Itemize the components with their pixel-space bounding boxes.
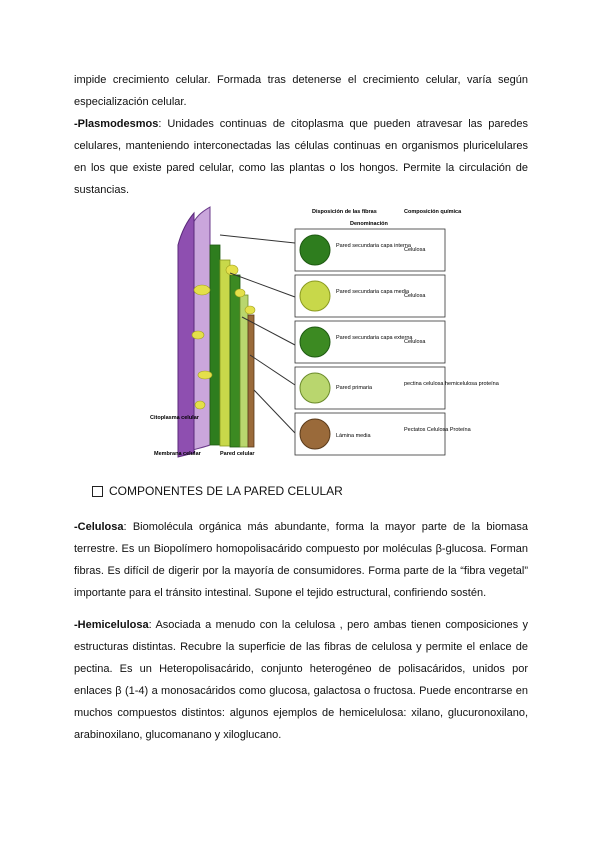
table-row [295,275,445,317]
fiber-circle [300,419,330,449]
row-comp: Celulosa [404,339,426,345]
table-row [295,321,445,363]
cell-wall-figure [150,205,499,469]
row-name: Pared primaria [336,385,373,391]
fiber-circle [300,327,330,357]
middle-layer [220,260,230,446]
label-membrana: Membrana celular [154,451,201,457]
fiber-circle [300,235,330,265]
cell-wall-diagram [150,205,499,469]
paragraph-hemicelulosa [74,614,528,746]
row-name: Lámina media [336,433,371,439]
term-celulosa: -Celulosa [74,521,124,533]
row-comp: Celulosa [404,247,426,253]
row-name: Pared secundaria capa media [336,289,410,295]
fiber-circle [300,281,330,311]
table-row [295,367,500,409]
row-name: Pared secundaria capa interna [336,243,411,249]
label-citoplasma: Citoplasma celular [150,415,199,421]
header-disposicion: Disposición de las fibras [312,209,377,215]
outer-layer [230,275,240,447]
row-comp: pectina celulosa hemicelulosa proteína [404,381,499,387]
paragraph-plasmodesmos [74,113,528,201]
paragraph-text: impide crecimiento celular. Formada tras detenerse el crecimiento celular, varía según especialización celular. [74,74,528,108]
checkbox-icon [92,486,103,497]
heading-text: COMPONENTES DE LA PARED CELULAR [109,484,343,498]
paragraph-pared-secundaria-end [74,69,528,113]
row-name: Pared secundaria capa externa [336,335,413,341]
label-pared: Pared celular [220,451,255,457]
header-denominacion: Denominación [350,221,388,227]
section-heading [92,484,343,498]
paragraph-text: : Biomolécula orgánica más abundante, forma la mayor parte de la biomasa terrestre. Es un Biopolímero homopolisacárido compuesto por moléculas β-glucosa. Forman fibras. Es difícil de digerir por la mayoría de consumidores. Forma parte de la “fibra vegetal” importante para el tránsito intestinal. Supone el tejido estructural, confiriendo sostén. [74,521,528,599]
table-row [295,229,445,271]
row-comp: Pectatos Celulosa Proteína [404,427,471,433]
paragraph-celulosa [74,516,528,604]
row-comp: Celulosa [404,293,426,299]
paragraph-text: : Unidades continuas de citoplasma que pueden atravesar las paredes celulares, manteniendo interconectadas las células continuas en organismos pluricelulares en los que existe pared celular, como las plantas o los hongos. Permite la circulación de sustancias. [74,118,528,196]
term-hemicelulosa: -Hemicelulosa [74,619,149,631]
middle-lamella-layer [248,315,254,447]
table-row [295,413,472,455]
paragraph-text: : Asociada a menudo con la celulosa , pero ambas tienen composiciones y estructuras distintas. Recubre la superficie de las fibras de celulosa y permite el enlace de pectina. Es un Heteropolisacárido, conjunto heterogéneo de polisacáridos, unidos por enlaces β (1-4) a monosacáridos como glucosa, galactosa o fructosa. Puede encontrarse en muchos compuestos distintos: algunos ejemplos de hemicelulosa: xilano, glucuronoxilano, arabinoxilano, glucomanano y xiloglucano. [74,619,528,741]
inner-layer [210,245,220,445]
term-plasmodesmos: -Plasmodesmos [74,118,159,130]
header-composicion: Composición química [404,209,462,215]
fiber-circle [300,373,330,403]
